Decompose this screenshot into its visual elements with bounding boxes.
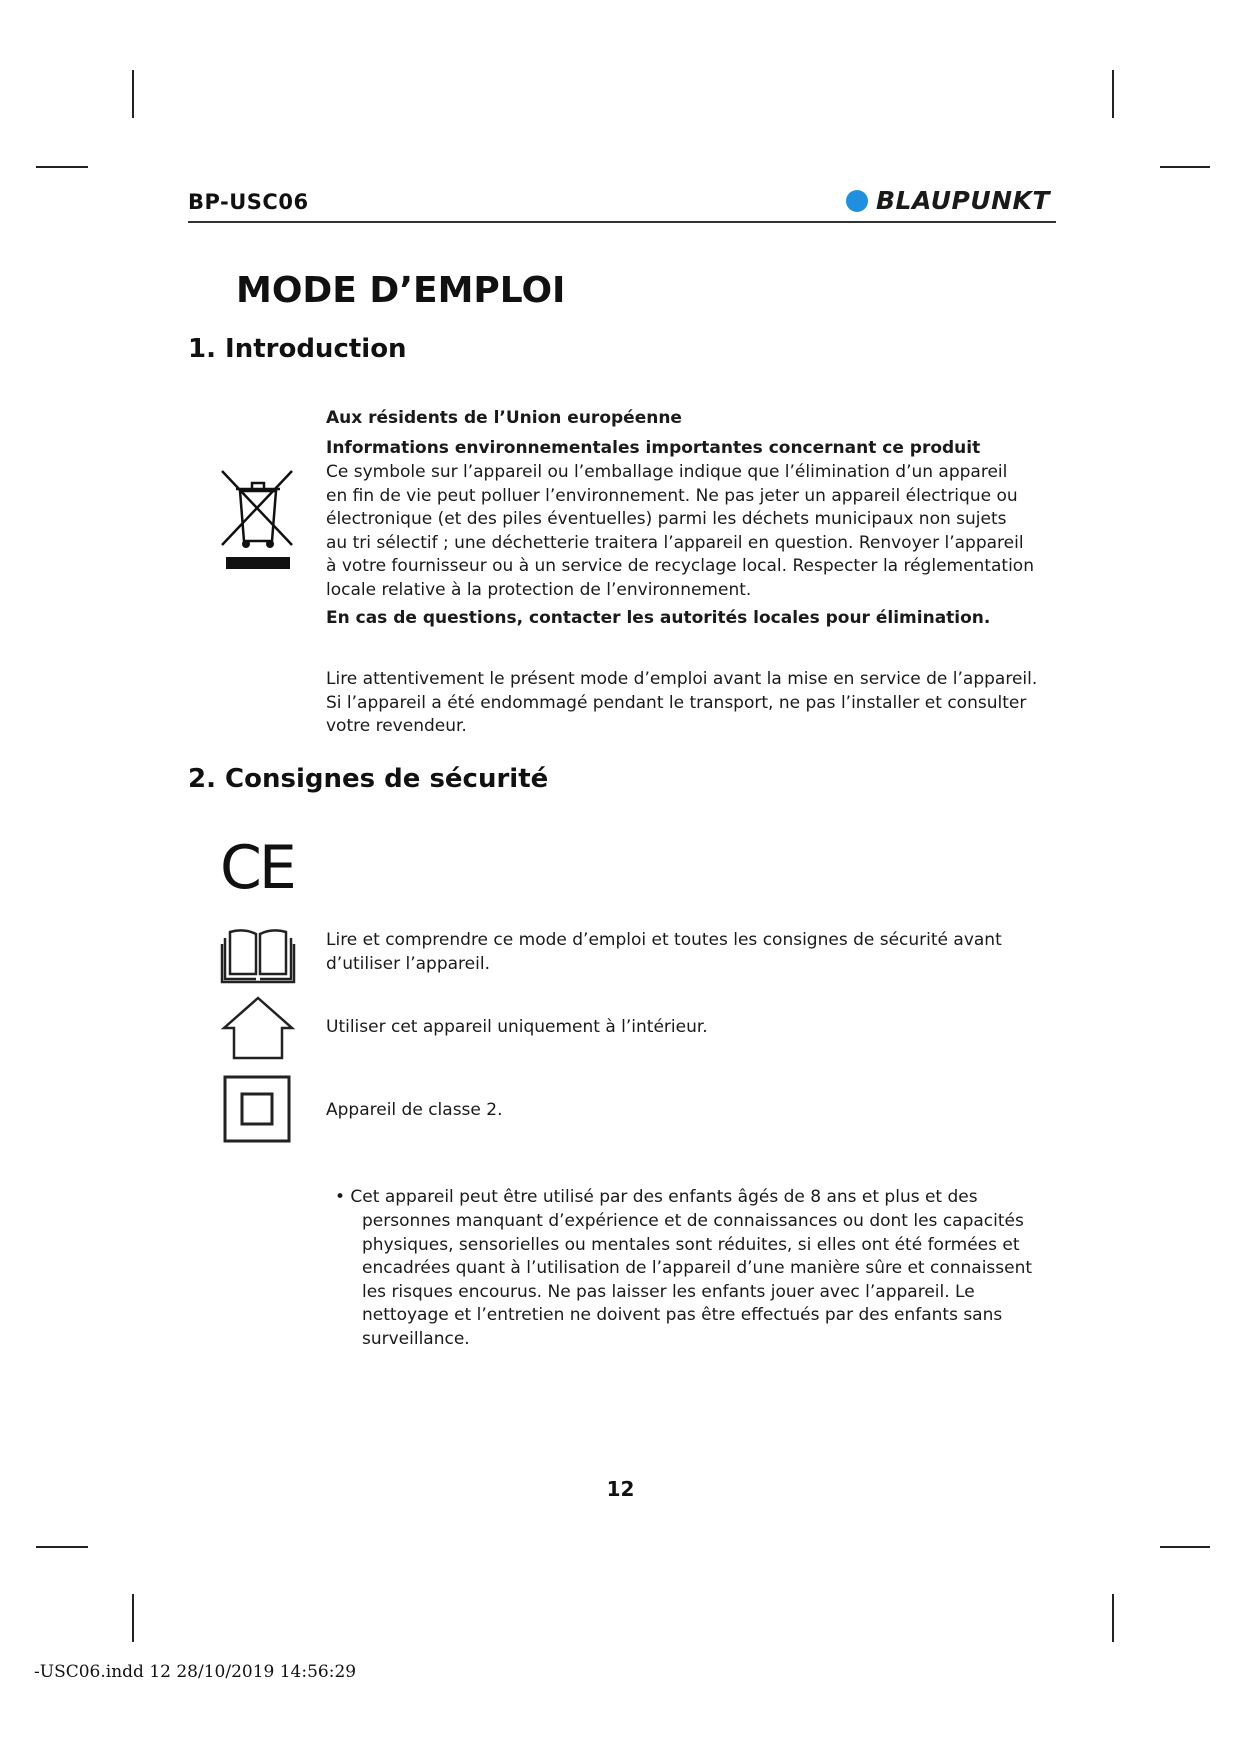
crop-mark bbox=[132, 70, 134, 118]
brand-name: BLAUPUNKT bbox=[876, 186, 1050, 215]
text-line: en fin de vie peut polluer l’environnement. Ne pas jeter un appareil électrique ou bbox=[326, 485, 1018, 506]
section-heading-safety: 2. Consignes de sécurité bbox=[188, 764, 549, 794]
children-warning-text bbox=[362, 1210, 1032, 1351]
env-info-heading: Informations environnementales importantes concernant ce produit bbox=[326, 438, 981, 458]
text-line: Lire attentivement le présent mode d’emploi avant la mise en service de l’appareil. bbox=[326, 669, 1038, 689]
text-line: Lire et comprendre ce mode d’emploi et toutes les consignes de sécurité avant bbox=[326, 930, 1002, 950]
children-warning-first-line: • Cet appareil peut être utilisé par des enfants âgés de 8 ans et plus et des bbox=[335, 1187, 978, 1207]
eu-residents-heading: Aux résidents de l’Union européenne bbox=[326, 408, 682, 428]
manual-book-icon bbox=[220, 926, 296, 984]
page-number: 12 bbox=[606, 1477, 635, 1501]
text-line: personnes manquant d’expérience et de connaissances ou dont les capacités bbox=[362, 1211, 1024, 1231]
ce-mark-icon: CE bbox=[220, 833, 294, 903]
indoor-use-text: Utiliser cet appareil uniquement à l’intérieur. bbox=[326, 1017, 708, 1037]
header-rule bbox=[188, 221, 1056, 223]
crop-mark bbox=[1112, 1594, 1114, 1642]
env-info-text bbox=[326, 461, 1034, 602]
class2-icon bbox=[222, 1074, 292, 1144]
text-line: encadrées quant à l’utilisation de l’appareil d’une manière sûre et connaissent bbox=[362, 1258, 1033, 1278]
brand-dot-icon bbox=[846, 190, 868, 212]
page-title: MODE D’EMPLOI bbox=[236, 270, 566, 311]
text-line: votre revendeur. bbox=[326, 716, 467, 736]
text-line: d’utiliser l’appareil. bbox=[326, 953, 490, 974]
text-line: surveillance. bbox=[362, 1328, 470, 1349]
print-slug: -USC06.indd 12 28/10/2019 14:56:29 bbox=[34, 1662, 357, 1682]
crop-mark bbox=[1160, 1546, 1210, 1548]
manual-instruction-text bbox=[326, 929, 1002, 976]
house-icon bbox=[220, 994, 296, 1060]
text-line: à votre fournisseur ou à un service de recyclage local. Respecter la réglementation bbox=[326, 556, 1034, 576]
text-line: locale relative à la protection de l’environnement. bbox=[326, 579, 752, 600]
text-line: au tri sélectif ; une déchetterie traitera l’appareil en question. Renvoyer l’appareil bbox=[326, 532, 1024, 553]
env-contact-text: En cas de questions, contacter les autorités locales pour élimination. bbox=[326, 608, 991, 628]
section-heading-introduction: 1. Introduction bbox=[188, 334, 407, 364]
crop-mark bbox=[1160, 166, 1210, 168]
brand-logo bbox=[846, 186, 1056, 218]
crop-mark bbox=[132, 1594, 134, 1642]
crop-mark bbox=[1112, 70, 1114, 118]
text-line: Ce symbole sur l’appareil ou l’emballage indique que l’élimination d’un appareil bbox=[326, 462, 1008, 482]
text-line: électronique (et des piles éventuelles) parmi les déchets municipaux non sujets bbox=[326, 509, 1007, 529]
text-line: Si l’appareil a été endommagé pendant le transport, ne pas l’installer et consulter bbox=[326, 692, 1027, 713]
read-manual-text bbox=[326, 668, 1037, 739]
text-line: nettoyage et l’entretien ne doivent pas être effectués par des enfants sans bbox=[362, 1305, 1003, 1325]
crop-mark bbox=[36, 1546, 88, 1548]
crop-mark bbox=[36, 166, 88, 168]
text-line: physiques, sensorielles ou mentales sont réduites, si elles ont été formées et bbox=[362, 1234, 1020, 1255]
text-line: les risques encourus. Ne pas laisser les enfants jouer avec l’appareil. Le bbox=[362, 1281, 975, 1302]
model-number: BP-USC06 bbox=[188, 190, 309, 214]
class2-text: Appareil de classe 2. bbox=[326, 1100, 503, 1120]
weee-bin-icon bbox=[218, 465, 298, 575]
